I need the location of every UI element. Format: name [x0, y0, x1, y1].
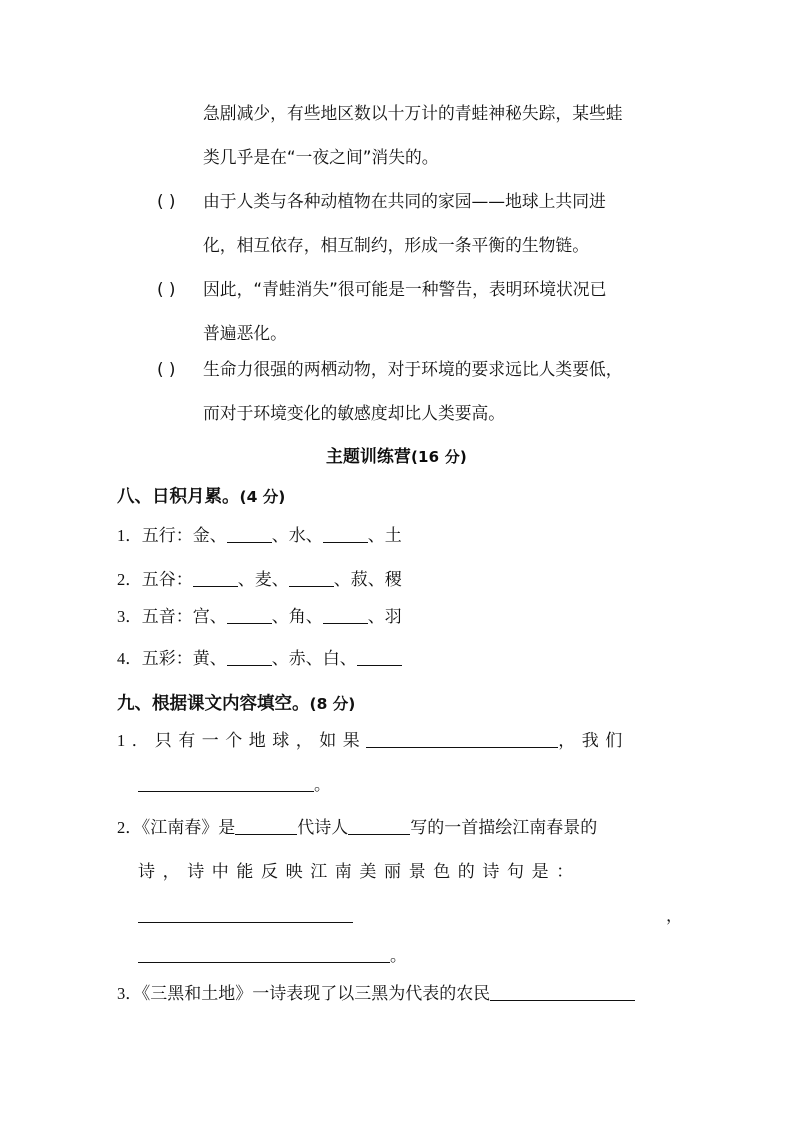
- ordering-item-1-line-1: [157, 191, 685, 211]
- question-text: 宫、: [192, 607, 227, 627]
- question-9-1-line-2: [138, 775, 331, 795]
- section-banner-score: (16 分): [410, 448, 467, 466]
- ordering-item-text: 由于人类与各种动植物在共同的家园——地球上共同进: [203, 191, 606, 211]
- ordering-item-2-line-2: 普遍恶化。: [203, 323, 287, 343]
- fill-blank[interactable]: [193, 572, 238, 587]
- section-eight-score: (4 分): [239, 488, 286, 506]
- section-banner-title: 主题训练营: [326, 446, 411, 466]
- question-9-2-line-4: [138, 946, 407, 966]
- fill-blank[interactable]: [227, 528, 272, 543]
- fill-blank[interactable]: [235, 820, 297, 835]
- question-text: 。: [314, 775, 331, 794]
- fill-blank[interactable]: [323, 528, 368, 543]
- question-text: 、羽: [367, 607, 402, 627]
- question-label: 五彩：: [141, 649, 193, 669]
- question-text: 写的一首描绘江南春景的: [410, 818, 598, 838]
- question-8-1: [117, 526, 402, 546]
- question-label: 五音：: [141, 607, 193, 627]
- section-nine-score: (8 分): [309, 695, 356, 713]
- question-8-3: [117, 607, 402, 627]
- fill-blank[interactable]: [323, 609, 368, 624]
- question-text: 黄、: [192, 649, 227, 669]
- answer-parenthesis-2[interactable]: ( ): [157, 279, 176, 299]
- question-9-3: [117, 984, 635, 1004]
- question-8-2: [117, 570, 402, 590]
- question-text: 、赤、白、: [271, 649, 357, 669]
- question-text: 、角、: [271, 607, 323, 627]
- fill-blank[interactable]: [227, 609, 272, 624]
- fill-blank[interactable]: [366, 733, 558, 748]
- question-label: 五谷：: [141, 570, 193, 590]
- passage-line: 急剧减少，有些地区数以十万计的青蛙神秘失踪，某些蛙: [203, 103, 623, 123]
- answer-parenthesis-1[interactable]: ( ): [157, 191, 176, 211]
- question-9-2-line-3: [138, 906, 683, 926]
- fill-blank[interactable]: [490, 986, 635, 1001]
- question-text: ，我们: [558, 731, 629, 751]
- fill-blank[interactable]: [138, 777, 314, 792]
- fill-blank[interactable]: [138, 908, 353, 923]
- ordering-item-text: 生命力很强的两栖动物，对于环境的要求远比人类要低，: [203, 359, 623, 379]
- question-8-4: [117, 649, 402, 669]
- question-number: 3．: [117, 984, 142, 1003]
- question-number: 4．: [117, 649, 142, 668]
- ordering-item-2-line-1: [157, 279, 685, 299]
- question-text: 、水、: [271, 526, 323, 546]
- fill-blank[interactable]: [289, 572, 334, 587]
- fill-blank[interactable]: [227, 651, 272, 666]
- question-9-2-line-1: [117, 818, 597, 838]
- question-number: 2．: [117, 570, 142, 589]
- ordering-item-3-line-2: 而对于环境变化的敏感度却比人类要高。: [203, 403, 506, 423]
- question-text: 《三黑和土地》一诗表现了以三黑为代表的农民: [141, 984, 491, 1004]
- question-text: ，: [666, 906, 683, 925]
- fill-blank[interactable]: [357, 651, 402, 666]
- fill-blank[interactable]: [138, 948, 390, 963]
- question-text: 《江南春》是: [141, 818, 236, 838]
- section-nine-title: 九、根据课文内容填空。: [117, 694, 310, 714]
- question-9-1-line-1: [117, 731, 629, 751]
- passage-line: 类几乎是在“一夜之间”消失的。: [203, 147, 439, 167]
- question-text: 。: [390, 946, 407, 965]
- question-text: 、土: [367, 526, 402, 546]
- question-9-2-line-2: 诗，诗中能反映江南美丽景色的诗句是：: [138, 862, 581, 882]
- fill-blank[interactable]: [348, 820, 410, 835]
- answer-parenthesis-3[interactable]: ( ): [157, 359, 176, 379]
- question-text: 代诗人: [297, 818, 349, 838]
- section-heading-eight: [117, 487, 285, 507]
- question-number: 1．: [117, 731, 155, 750]
- ordering-item-3-line-1: [157, 359, 685, 379]
- section-banner: [0, 443, 793, 467]
- question-text: 只有一个地球，如果: [154, 731, 367, 751]
- ordering-item-1-line-2: 化，相互依存，相互制约，形成一条平衡的生物链。: [203, 235, 589, 255]
- question-text: 金、: [192, 526, 227, 546]
- question-number: 2．: [117, 818, 142, 837]
- question-number: 3．: [117, 607, 142, 626]
- question-number: 1．: [117, 526, 142, 545]
- question-text: 、麦、: [237, 570, 289, 590]
- section-eight-title: 八、日积月累。: [117, 487, 240, 507]
- ordering-item-text: 因此，“青蛙消失”很可能是一种警告，表明环境状况已: [203, 279, 607, 299]
- question-label: 五行：: [141, 526, 193, 546]
- section-heading-nine: [117, 694, 355, 714]
- question-text: 、菽、稷: [333, 570, 402, 590]
